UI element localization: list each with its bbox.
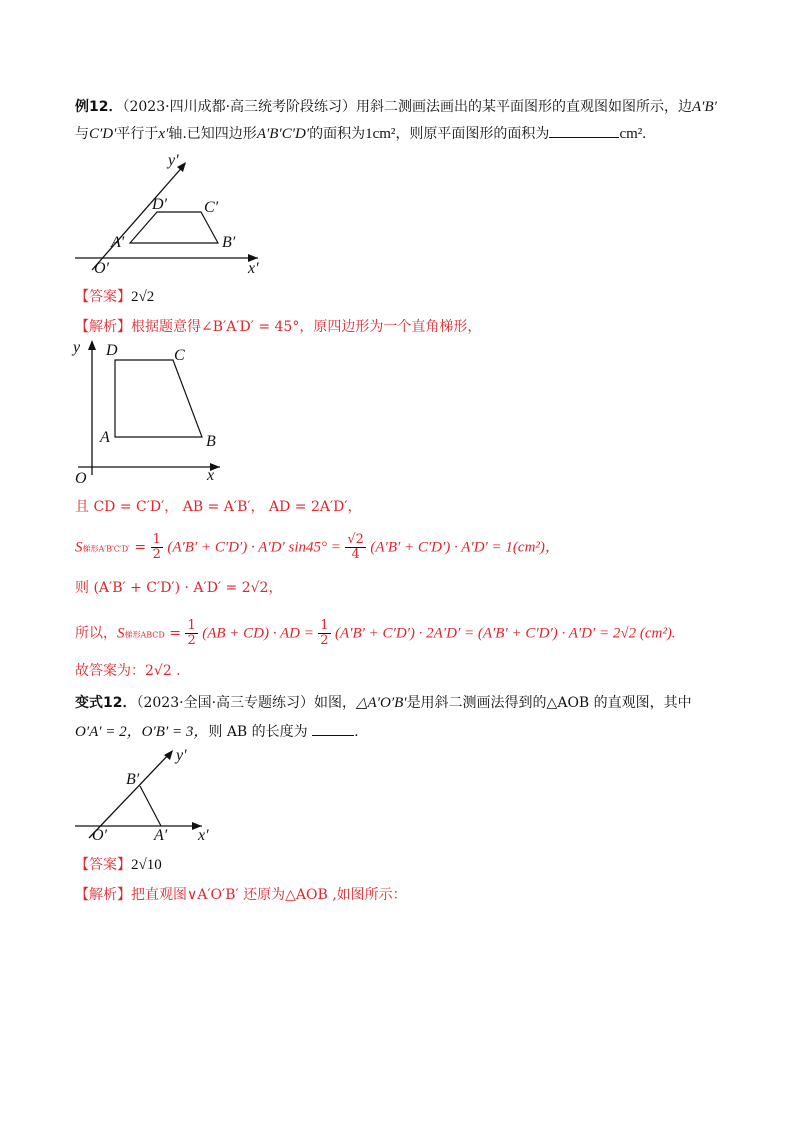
fig3-label-b: B′ [126,771,140,788]
variant-answer-value: 2√10 [131,857,162,873]
step3-text: 则 (A′B′ + C′D′) · A′D′ = 2√2， [75,580,283,596]
variant-answer [75,855,162,875]
step2-b: (A′B′ + C′D′) · A′D′ = 1(cm²)， [370,539,560,556]
variant-label: 变式12． [75,695,137,711]
frac-num4: 1 [320,618,329,633]
example-text4: 的面积为 [309,126,366,142]
example-area: 1cm² [365,126,396,142]
step1-text: 且 CD = C′D′， AB = A′B′， AD = 2A′D′， [75,499,362,515]
example-text5: ，则原平面图形的面积为 [395,126,550,142]
frac-num: 1 [152,532,161,547]
analysis-text: 根据题意得∠B′A′D′ = 45°，原四边形为一个直角梯形， [131,319,482,335]
variant-source: （2023·全国·高三专题练习） [136,695,315,711]
variant-tri: △A′O′B′ [356,695,407,711]
step4-b: (AB + CD) · AD = [202,625,314,642]
fig3-label-o: O′ [92,827,108,844]
step4-eq: = [169,625,182,642]
frac-den4: 2 [320,633,329,648]
example-text3: 轴.已知四边形 [168,126,257,142]
fig2-label-d: D [106,342,118,359]
example-text2: 平行于 [116,126,159,142]
frac-num3: 1 [187,618,196,633]
fig3-label-y: y′ [176,747,187,764]
fig2-label-o: O [75,470,87,487]
variant-end: . [354,724,359,740]
fig2-label-a: A [100,429,110,446]
fig1-label-c: C′ [204,199,219,216]
fig2-label-c: C [174,347,185,364]
answer-tag: 【答案】 [75,289,131,305]
step2-eq: = [134,539,147,556]
answer-value: 2√2 [131,289,155,305]
variant-cond: O′A′ = 2，O′B′ = 3， [75,724,209,740]
example-ab: A′B′ [692,99,717,115]
step4-s: S [117,625,125,642]
example-label: 例12． [75,99,123,115]
fig3-label-a: A′ [154,827,168,844]
variant-text2: 是用斜二测画法得到的△AOB 的直观图，其中 [406,695,692,711]
frac-num2: √2 [347,532,364,547]
example-text2-pre: 与 [75,126,89,142]
fig1-label-d: D′ [152,196,168,213]
step2-sub: 梯形A′B′C′D′ [82,544,130,554]
fig3-label-x: x′ [198,827,209,844]
example-source: （2023·四川成都·高三统考阶段练习） [122,99,357,115]
example-text1: 用斜二测画法画出的某平面图形的直观图如图所示，边 [356,99,693,115]
example-cd: C′D′ [89,126,117,142]
fig1-label-a: A′ [111,234,125,251]
frac-den2: 4 [351,547,360,562]
variant-answer-tag: 【答案】 [75,857,131,873]
variant-analysis-text: 把直观图∨A′O′B′ 还原为△AOB ,如图所示： [131,887,407,903]
step2-a: (A′B′ + C′D′) · A′D′ sin45° = [167,539,341,556]
step2-s: S [75,539,83,556]
variant-text1: 如图， [314,695,357,711]
fig1-label-o: O′ [94,260,110,277]
variant-analysis-tag: 【解析】 [75,887,131,903]
example-unit: cm². [619,126,647,142]
fig2-label-x: x [207,467,215,484]
step4-c: (A′B′ + C′D′) · 2A′D′ = (A′B′ + C′D′) · A′D′ = 2√2 (cm²). [335,625,676,642]
fig2-label-b: B [206,433,216,450]
analysis-tag: 【解析】 [75,319,131,335]
step4-pre: 所以， [75,625,117,642]
fig2-label-y: y [73,339,81,356]
fig1-label-b: B′ [222,234,236,251]
fig1-label-x: x′ [248,260,259,277]
frac-den3: 2 [187,633,196,648]
step4-sub: 梯形ABCD [124,630,165,640]
conclusion-text: 故答案为：2√2 . [75,663,181,679]
fig1-label-y: y′ [168,152,179,169]
variant-analysis [75,885,407,905]
variant-text3: 则 AB 的长度为 [208,724,308,740]
example-quad: A′B′C′D′ [256,126,310,142]
frac-den: 2 [152,547,161,562]
example-xaxis: x′ [158,126,169,142]
